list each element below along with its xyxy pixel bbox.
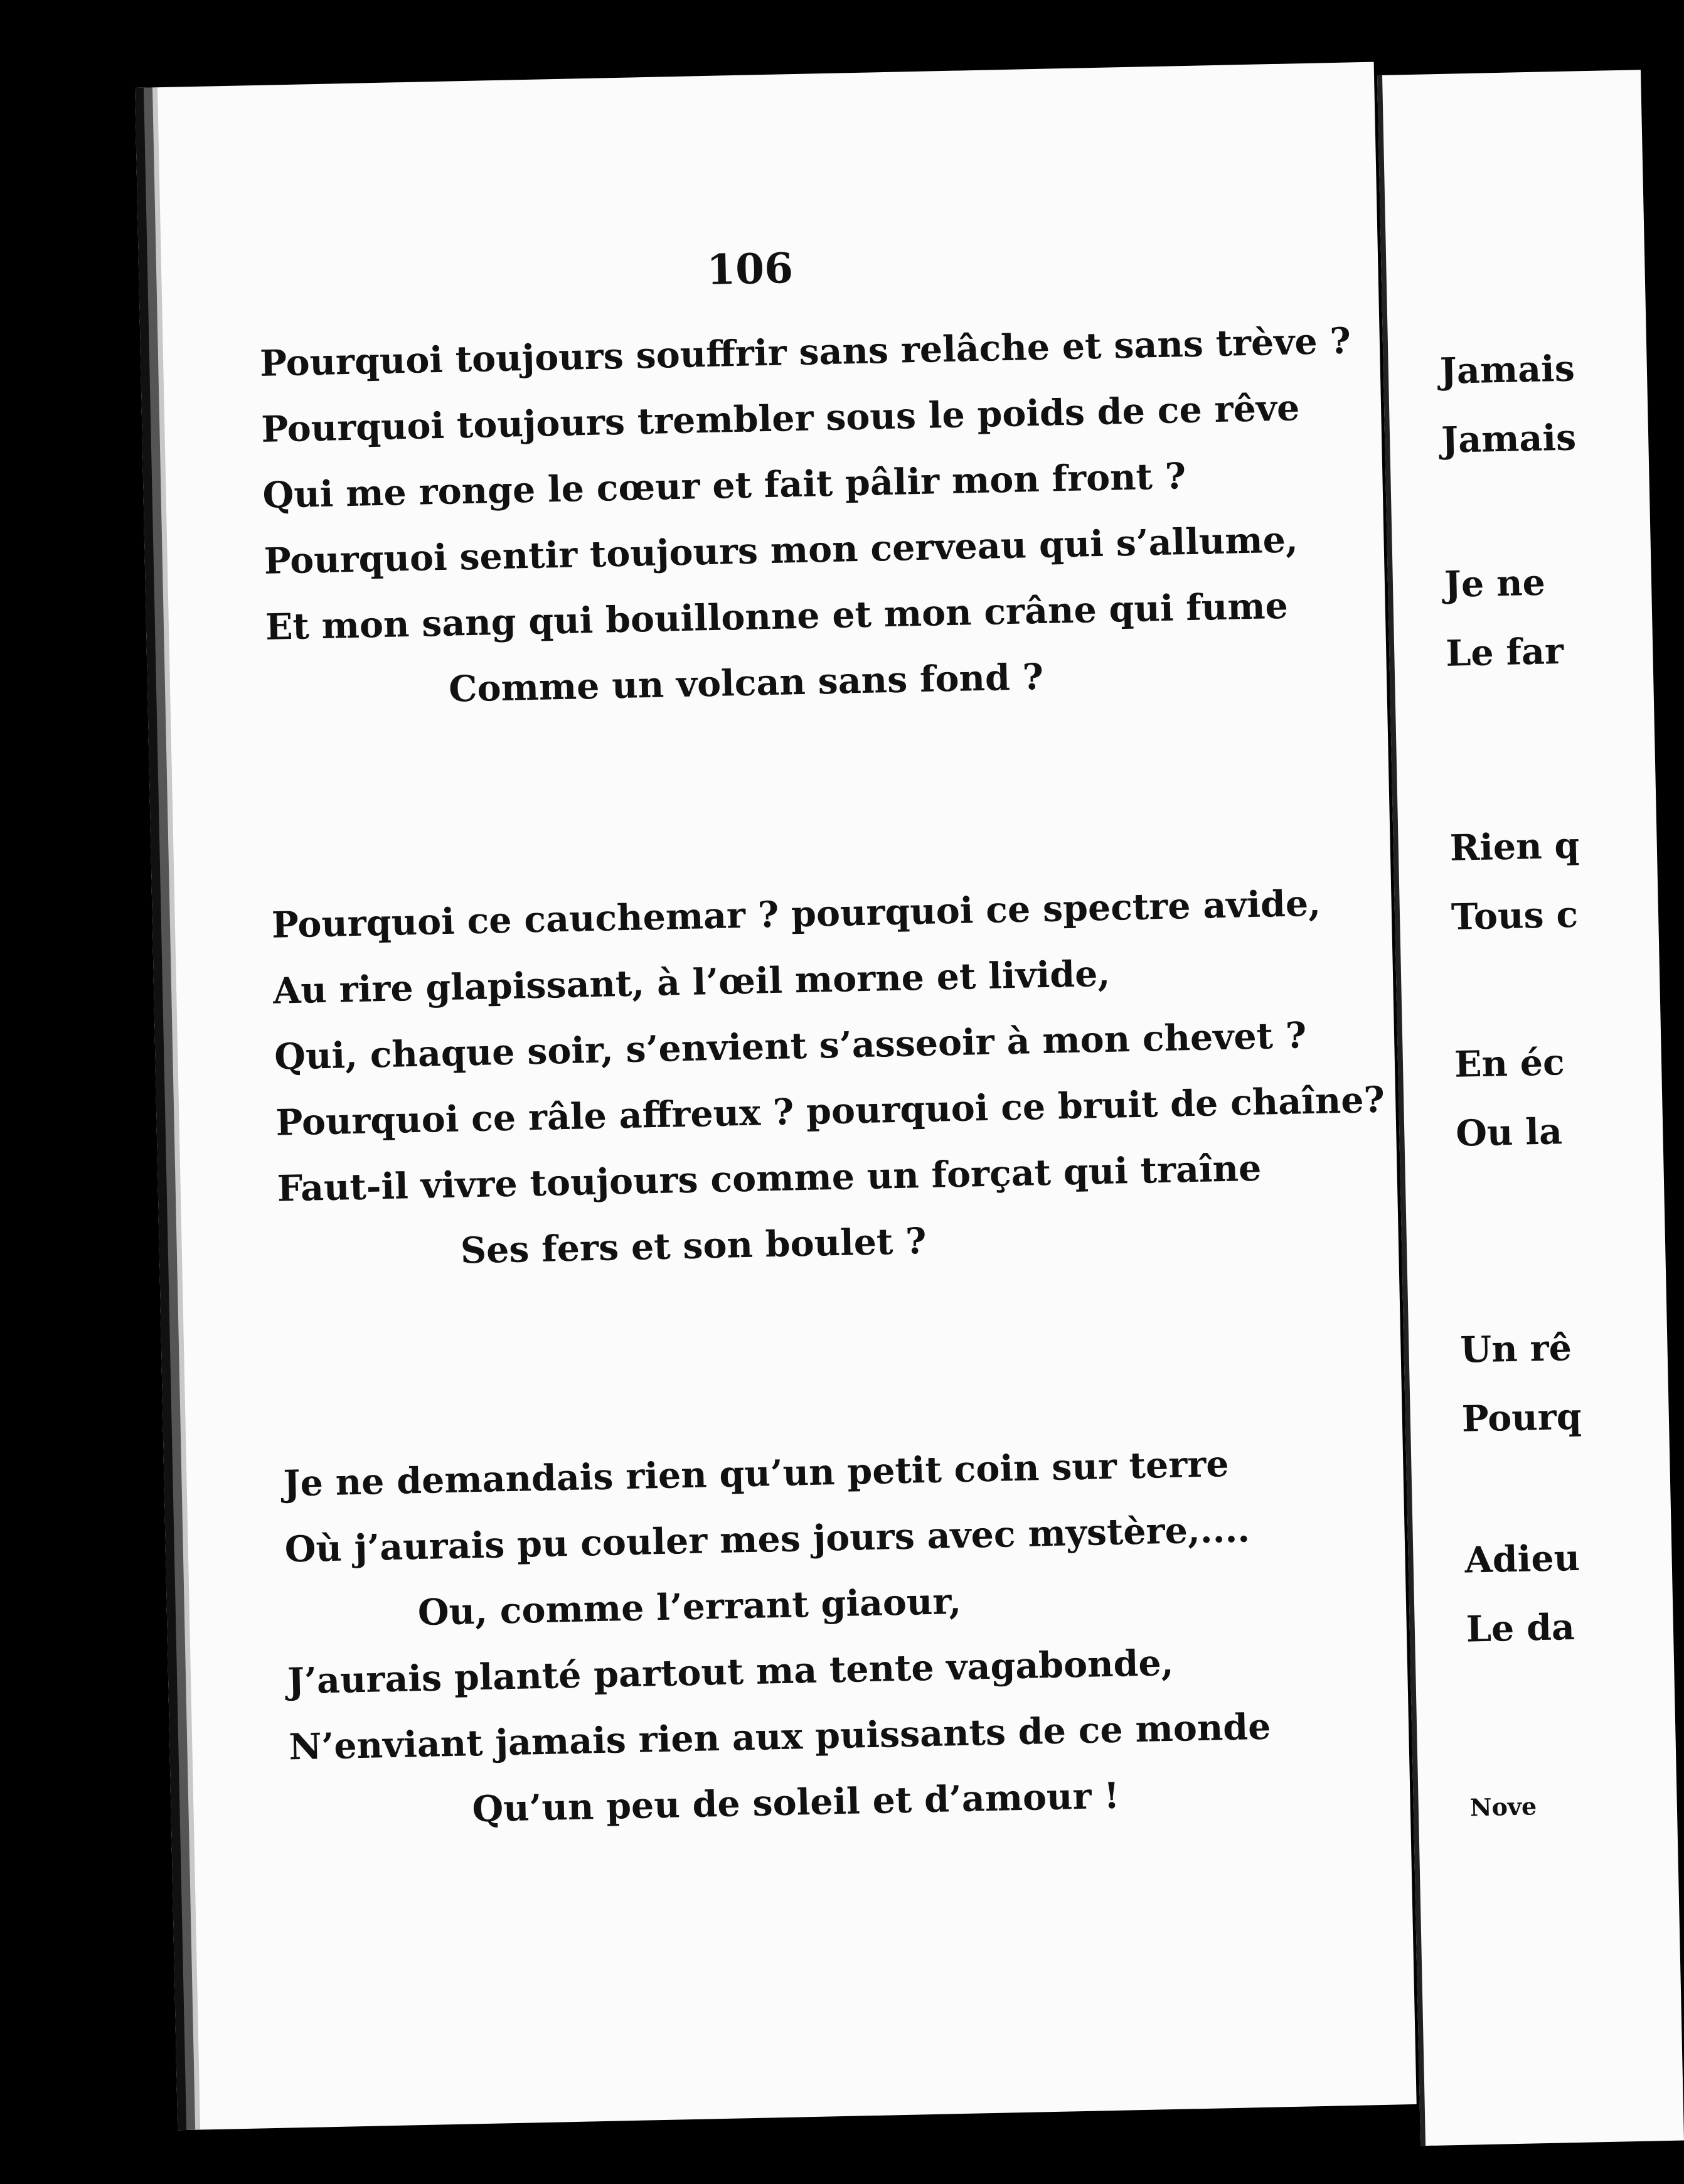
verse-line: Qui me ronge le cœur et fait pâlir mon front ? (262, 455, 1186, 517)
verse-line: Faut-il vivre toujours comme un forçat qui traîne (277, 1147, 1262, 1210)
verse-line: Pourquoi sentir toujours mon cerveau qui s’allume, (264, 518, 1299, 582)
verse-line: N’enviant jamais rien aux puissants de ce monde (288, 1705, 1272, 1769)
verse-line: J’aurais planté partout ma tente vagabonde, (287, 1641, 1175, 1703)
facing-line: En éc (1454, 1041, 1565, 1086)
verse-line: Comme un volcan sans fond ? (448, 655, 1044, 710)
facing-line: Un rê (1459, 1326, 1572, 1371)
facing-line: Adieu (1464, 1536, 1580, 1582)
facing-line: Le da (1466, 1605, 1575, 1651)
facing-line: Pourq (1461, 1395, 1582, 1440)
facing-line: Jamais (1441, 416, 1577, 461)
facing-footnote: Nove (1469, 1792, 1537, 1822)
verse-line: Pourquoi toujours trembler sous le poids de ce rêve (260, 387, 1300, 451)
verse-line: Ses fers et son boulet ? (460, 1219, 927, 1272)
facing-line: Rien q (1449, 824, 1580, 869)
verse-line: Ou, comme l’errant giaour, (417, 1580, 962, 1634)
verse-line: Et mon sang qui bouillonne et mon crâne qui fume (265, 584, 1289, 648)
facing-line: Je ne (1444, 561, 1546, 606)
verse-line: Au rire glapissant, à l’œil morne et livide, (272, 952, 1111, 1012)
facing-line: Le far (1445, 629, 1564, 675)
verse-line: Qu’un peu de soleil et d’amour ! (471, 1774, 1121, 1831)
facing-line: Jamais (1439, 347, 1575, 393)
page-number: 106 (706, 244, 794, 294)
verse-line: Où j’aurais pu couler mes jours avec mystère,.... (284, 1508, 1250, 1571)
verse-line: Je ne demandais rien qu’un petit coin sur terre (282, 1442, 1230, 1505)
verse-line: Pourquoi toujours souffrir sans relâche et sans trève ? (259, 319, 1351, 385)
book-page (135, 62, 1417, 2131)
facing-page (1377, 70, 1684, 2146)
verse-line: Pourquoi ce cauchemar ? pourquoi ce spectre avide, (271, 882, 1321, 946)
verse-line: Pourquoi ce râle affreux ? pourquoi ce bruit de chaîne? (275, 1078, 1385, 1144)
facing-line: Ou la (1455, 1110, 1563, 1155)
facing-line: Tous c (1451, 893, 1579, 938)
verse-line: Qui, chaque soir, s’envient s’asseoir à mon chevet ? (274, 1014, 1307, 1078)
